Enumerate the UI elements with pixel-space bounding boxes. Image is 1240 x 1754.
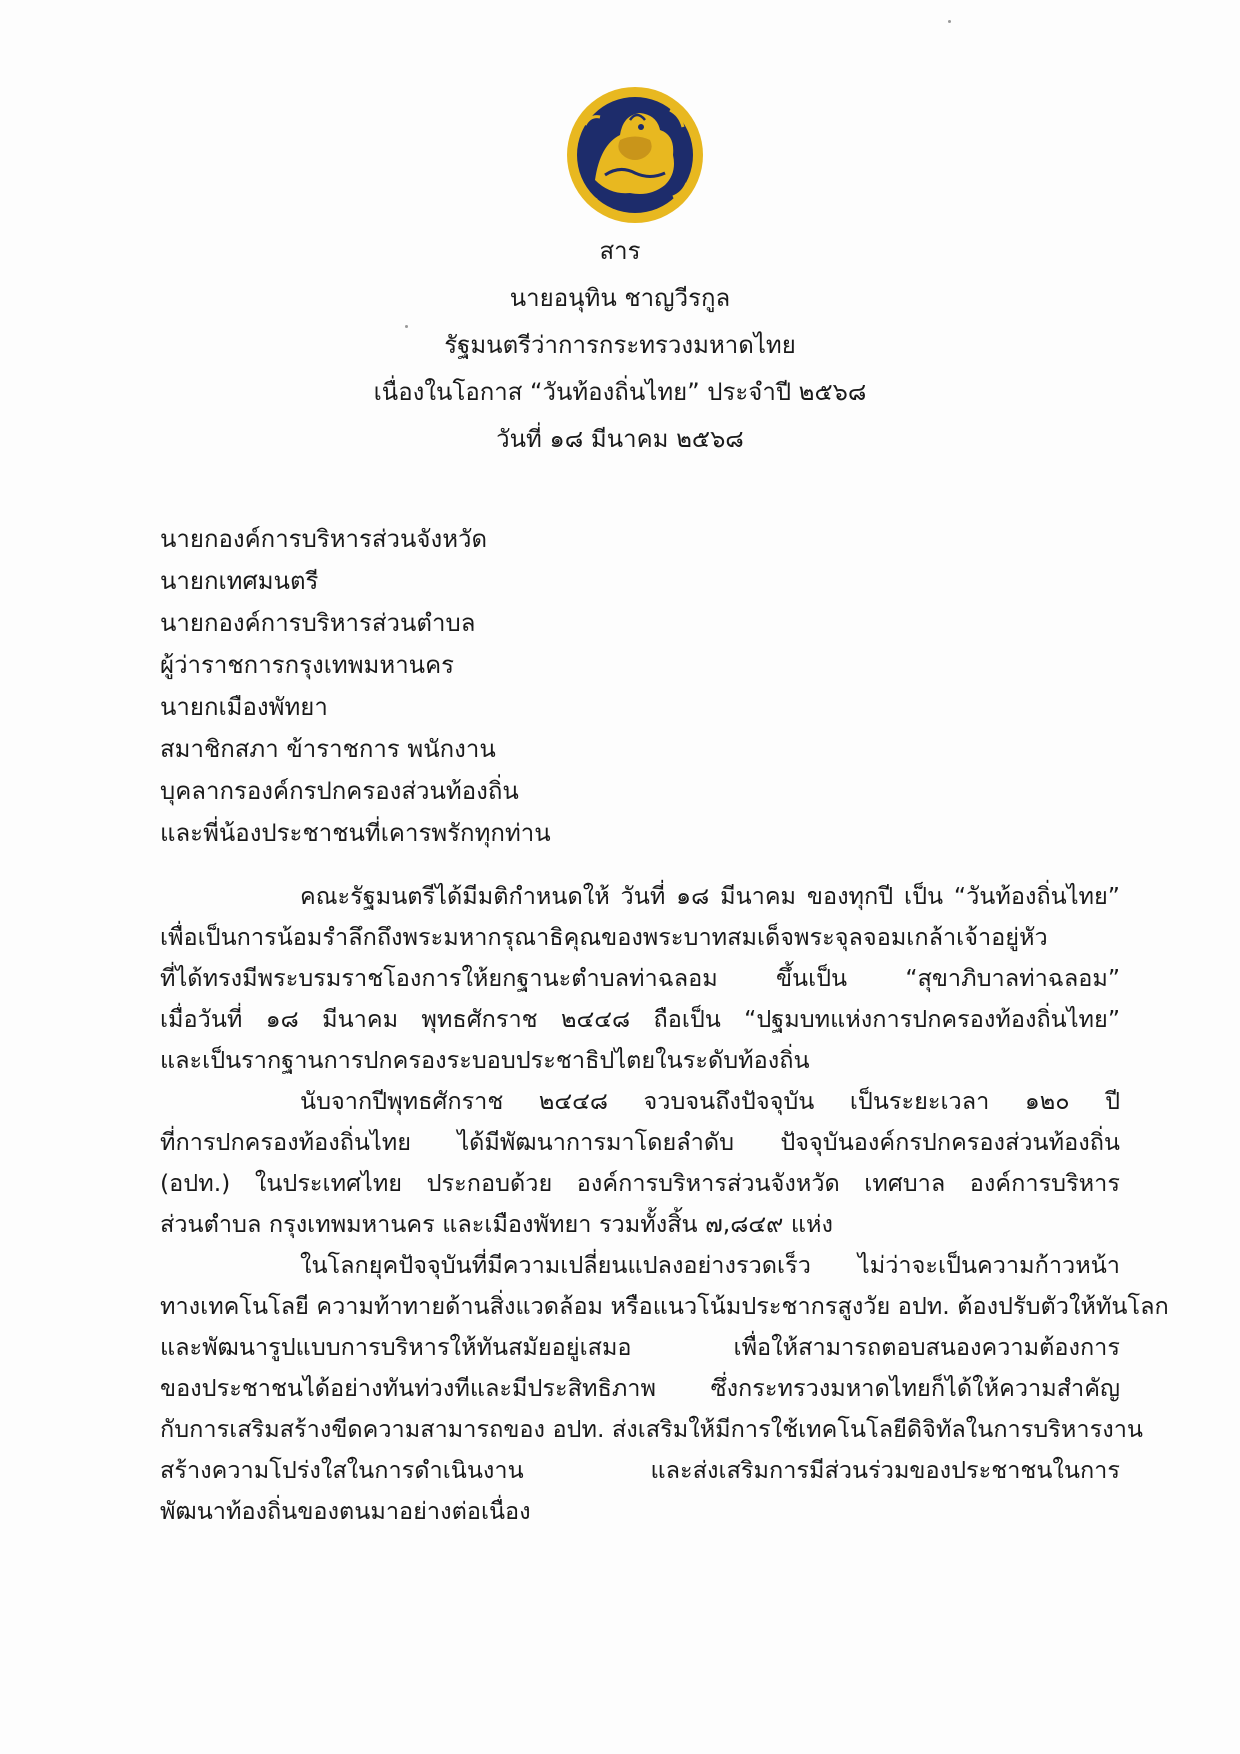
body-line: ของประชาชนได้อย่างทันท่วงทีและมีประสิทธิภาพ ซึ่งกระทรวงมหาดไทยก็ได้ให้ความสำคัญ [160,1374,1120,1402]
body-line: สร้างความโปร่งใสในการดำเนินงาน และส่งเสริมการมีส่วนร่วมของประชาชนในการ [160,1456,1120,1484]
body-line: และพัฒนารูปแบบการบริหารให้ทันสมัยอยู่เสมอ เพื่อให้สามารถตอบสนองความต้องการ [160,1333,1120,1361]
recipient-list [160,518,860,854]
paragraph-1 [160,876,1120,1081]
header-date: วันที่ ๑๘ มีนาคม ๒๕๖๘ [496,425,744,453]
body-line: พัฒนาท้องถิ่นของตนมาอย่างต่อเนื่อง [160,1497,531,1525]
recipient-item: บุคลากรองค์กรปกครองส่วนท้องถิ่น [160,777,519,805]
body-line: ในโลกยุคปัจจุบันที่มีความเปลี่ยนแปลงอย่างรวดเร็ว ไม่ว่าจะเป็นความก้าวหน้า [300,1251,1120,1279]
recipient-item: สมาชิกสภา ข้าราชการ พนักงาน [160,735,496,763]
recipient-item: นายกเมืองพัทยา [160,693,328,721]
body-line: ที่ได้ทรงมีพระบรมราชโองการให้ยกฐานะตำบลท่าฉลอม ขึ้นเป็น “สุขาภิบาลท่าฉลอม” [160,964,1120,992]
message-body [160,876,1169,1532]
body-line: ส่วนตำบล กรุงเทพมหานคร และเมืองพัทยา รวมทั้งสิ้น ๗,๘๔๙ แห่ง [160,1210,833,1238]
recipient-item: นายกเทศมนตรี [160,567,319,595]
paragraph-2 [160,1081,1120,1245]
header-occasion: เนื่องในโอกาส “วันท้องถิ่นไทย” ประจำปี ๒๕๖๘ [373,378,867,406]
scan-speck [405,325,408,328]
recipient-item: นายกองค์การบริหารส่วนตำบล [160,609,476,637]
body-line: กับการเสริมสร้างขีดความสามารถของ อปท. ส่งเสริมให้มีการใช้เทคโนโลยีดิจิทัลในการบริหารงาน [160,1415,1143,1443]
scan-speck [948,20,951,23]
body-line: เมื่อวันที่ ๑๘ มีนาคม พุทธศักราช ๒๔๔๘ ถือเป็น “ปฐมบทแห่งการปกครองท้องถิ่นไทย” [160,1005,1120,1033]
body-line: (อปท.) ในประเทศไทย ประกอบด้วย องค์การบริหารส่วนจังหวัด เทศบาล องค์การบริหาร [160,1169,1120,1197]
body-line: ทางเทคโนโลยี ความท้าทายด้านสิ่งแวดล้อม หรือแนวโน้มประชากรสูงวัย อปท. ต้องปรับตัวให้ทันโลก [160,1292,1169,1320]
paragraph-3 [160,1245,1169,1532]
recipient-item: ผู้ว่าราชการกรุงเทพมหานคร [160,651,455,679]
message-header [0,228,1240,463]
header-sender-name: นายอนุทิน ชาญวีรกูล [509,284,731,312]
body-line: เพื่อเป็นการน้อมรำลึกถึงพระมหากรุณาธิคุณของพระบาทสมเด็จพระจุลจอมเกล้าเจ้าอยู่หัว [160,923,1048,951]
header-sender-position: รัฐมนตรีว่าการกระทรวงมหาดไทย [444,331,796,359]
body-line: คณะรัฐมนตรีได้มีมติกำหนดให้ วันที่ ๑๘ มีนาคม ของทุกปี เป็น “วันท้องถิ่นไทย” [300,882,1120,910]
recipient-item: และพี่น้องประชาชนที่เคารพรักทุกท่าน [160,819,551,847]
body-line: และเป็นรากฐานการปกครองระบอบประชาธิปไตยในระดับท้องถิ่น [160,1046,810,1074]
ministry-seal-icon [565,85,705,225]
header-title: สาร [599,237,641,265]
recipient-item: นายกองค์การบริหารส่วนจังหวัด [160,525,488,553]
body-line: นับจากปีพุทธศักราช ๒๔๔๘ จวบจนถึงปัจจุบัน เป็นระยะเวลา ๑๒๐ ปี [300,1087,1120,1115]
body-line: ที่การปกครองท้องถิ่นไทย ได้มีพัฒนาการมาโดยลำดับ ปัจจุบันองค์กรปกครองส่วนท้องถิ่น [160,1128,1120,1156]
